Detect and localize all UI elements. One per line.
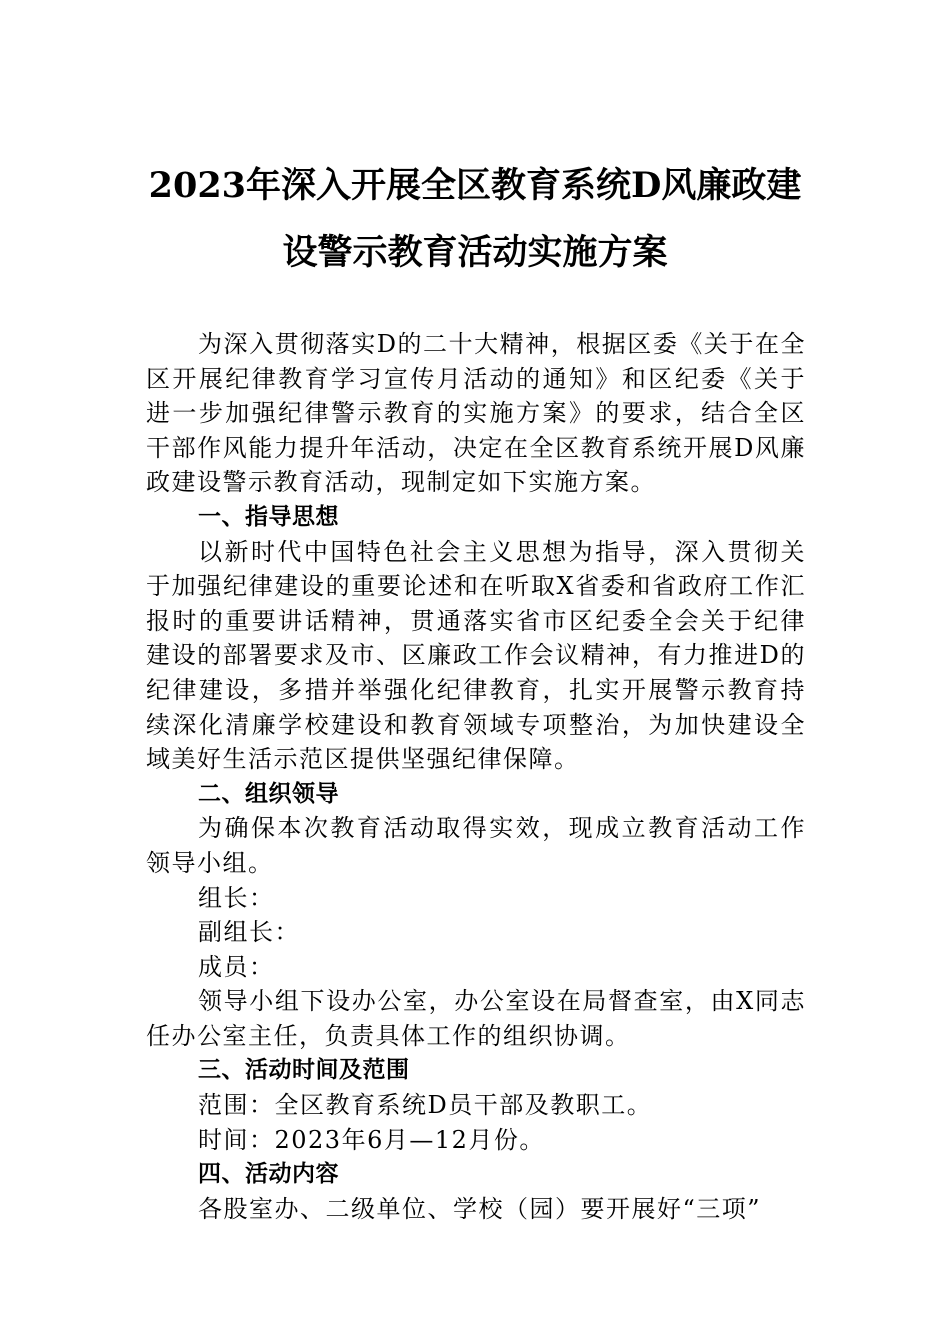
guiding-thought-paragraph: 以新时代中国特色社会主义思想为指导，深入贯彻关于加强纪律建设的重要论述和在听取X省委和省政府工作汇报时的重要讲话精神，贯通落实省市区纪委全会关于纪律建设的部署要求及市、区廉政工作会议精神，有力推进D的纪律建设，多措并举强化纪律教育，扎实开展警示教育持续深化清廉学校建设和教育领域专项整治，为加快建设全域美好生活示范区提供坚强纪律保障。 xyxy=(146,537,806,774)
intro-paragraph: 为深入贯彻落实D的二十大精神，根据区委《关于在全区开展纪律教育学习宣传月活动的通知》和区纪委《关于进一步加强纪律警示教育的实施方案》的要求，结合全区干部作风能力提升年活动，决定在全区教育系统开展D风廉政建设警示教育活动，现制定如下实施方案。 xyxy=(146,330,806,497)
time-line: 时间：2023年6月—12月份。 xyxy=(198,1125,545,1154)
members-line: 成员： xyxy=(198,952,275,981)
section-heading-time-scope: 三、活动时间及范围 xyxy=(198,1057,410,1084)
activity-content-paragraph: 各股室办、二级单位、学校（园）要开展好“三项” xyxy=(198,1194,762,1223)
document-title-line-2: 设警示教育活动实施方案 xyxy=(282,232,668,273)
scope-line: 范围：全区教育系统D员干部及教职工。 xyxy=(198,1091,653,1120)
deputy-leader-line: 副组长： xyxy=(198,918,300,947)
section-heading-activity-content: 四、活动内容 xyxy=(198,1161,339,1188)
office-paragraph: 领导小组下设办公室，办公室设在局督查室，由X同志任办公室主任，负责具体工作的组织协调。 xyxy=(146,987,806,1050)
team-leader-line: 组长： xyxy=(198,883,275,912)
section-heading-guiding-thought: 一、指导思想 xyxy=(198,503,339,530)
section-heading-organization: 二、组织领导 xyxy=(198,780,339,807)
organization-paragraph: 为确保本次教育活动取得实效，现成立教育活动工作领导小组。 xyxy=(146,814,806,877)
document-body xyxy=(146,327,806,1226)
document-title-line-1: 2023年深入开展全区教育系统D风廉政建 xyxy=(148,165,802,206)
